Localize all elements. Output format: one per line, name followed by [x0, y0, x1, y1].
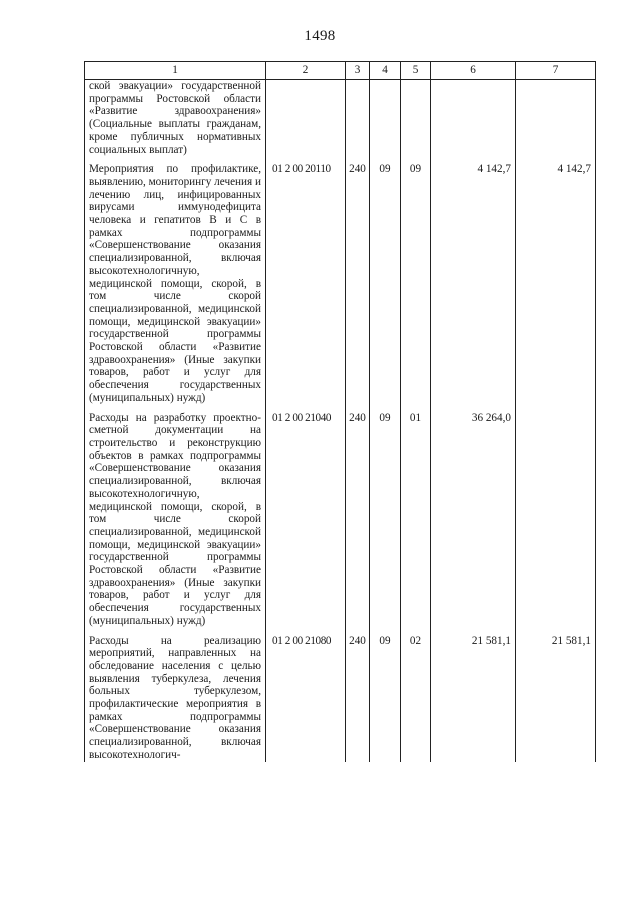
row-description: Расходы на реализацию мероприятий, направленных на обследование населения с целью выявления туберкулеза, лечения больных туберкулезом, профилактические мероприятия в рамках подпрограммы «Совершенствование оказания специализированной, включая высокотехнологич-: [85, 635, 266, 762]
table-row: [85, 635, 596, 762]
row-rz: 09: [370, 412, 401, 628]
table-row: [85, 80, 596, 157]
header-cell-2: 2: [266, 62, 346, 80]
page-number: 1498: [304, 28, 336, 44]
row-description: Расходы на разработку проектно-сметной документации на строительство и реконструкцию объектов в рамках подпрограммы «Совершенствование оказания специализированной, включая высокотехнологичную, медицинской помощи, скорой, в том числе скорой специализированной, медицинской помощи, медицинской эвакуации» государственной программы Ростовской области «Развитие здравоохранения» (Иные закупки товаров, работ и услуг для обеспечения государственных (муниципальных) нужд): [85, 412, 266, 628]
row-sum-2: [516, 80, 596, 157]
row-pr: 09: [401, 163, 431, 404]
row-sum-2: 21 581,1: [516, 635, 596, 762]
row-pr: [401, 80, 431, 157]
row-pr: 02: [401, 635, 431, 762]
row-pr: 01: [401, 412, 431, 628]
table-row: [85, 412, 596, 628]
row-sum-1: 36 264,0: [431, 412, 516, 628]
row-rz: [370, 80, 401, 157]
row-sum-1: 4 142,7: [431, 163, 516, 404]
header-cell-6: 6: [431, 62, 516, 80]
header-cell-3: 3: [346, 62, 370, 80]
row-sum-1: 21 581,1: [431, 635, 516, 762]
row-sum-2: [516, 412, 596, 628]
row-code: [266, 80, 346, 157]
row-sum-2: 4 142,7: [516, 163, 596, 404]
row-description: Мероприятия по профилактике, выявлению, мониторингу лечения и лечению лиц, инфицированных вирусами иммунодефицита человека и гепатитов В и С в рамках подпрограммы «Совершенствование оказания специализированной, включая высокотехнологичную, медицинской помощи, скорой, в том числе скорой специализированной, медицинской помощи, медицинской эвакуации» государственной программы Ростовской области «Развитие здравоохранения» (Иные закупки товаров, работ и услуг для обеспечения государственных (муниципальных) нужд): [85, 163, 266, 404]
row-code: 01 2 00 21040: [266, 412, 346, 628]
row-code: 01 2 00 20110: [266, 163, 346, 404]
row-vr: [346, 80, 370, 157]
header-row: [85, 62, 596, 80]
header-cell-4: 4: [370, 62, 401, 80]
header-cell-7: 7: [516, 62, 596, 80]
row-vr: 240: [346, 412, 370, 628]
header-cell-1: 1: [85, 62, 266, 80]
row-code: 01 2 00 21080: [266, 635, 346, 762]
row-vr: 240: [346, 635, 370, 762]
row-rz: 09: [370, 635, 401, 762]
header-cell-5: 5: [401, 62, 431, 80]
row-sum-1: [431, 80, 516, 157]
table-row: [85, 163, 596, 404]
budget-table: [84, 61, 596, 762]
row-rz: 09: [370, 163, 401, 404]
row-description: ской эвакуации» государственной программы Ростовской области «Развитие здравоохранения» (Социальные выплаты гражданам, кроме публичных нормативных социальных выплат): [85, 80, 266, 157]
row-vr: 240: [346, 163, 370, 404]
